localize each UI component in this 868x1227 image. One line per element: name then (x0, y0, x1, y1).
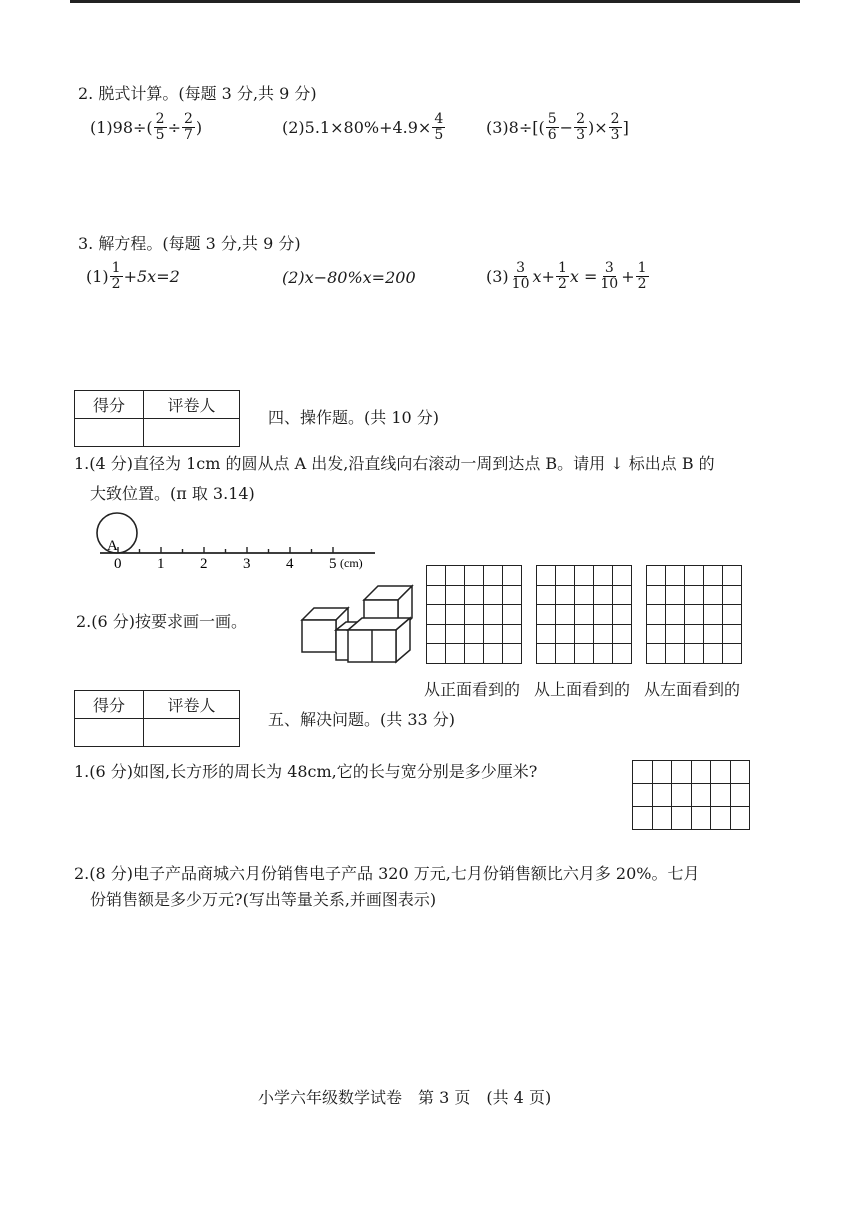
fraction: $\frac{5}{6}$ (547, 111, 557, 143)
top-view-grid[interactable] (536, 565, 632, 664)
expr-text: + (621, 267, 635, 286)
section4-q1-line2: 大致位置。(π 取 3.14) (90, 484, 255, 503)
score-box-section5 (74, 690, 240, 747)
operator: − (559, 118, 574, 137)
expr-text: ] (622, 118, 629, 137)
expr-text: )× (587, 118, 608, 137)
front-view-label: 从正面看到的 (424, 680, 521, 699)
equation-1 (86, 261, 180, 292)
expr-text: (2)5.1×80%+4.9× (282, 118, 432, 137)
fraction: $\frac{2}{3}$ (610, 111, 620, 143)
section4-q1-line1: 1.(4 分)直径为 1cm 的圆从点 A 出发,沿直线向右滚动一周到达点 B。请用 ↓ 标出点 B 的 (74, 454, 715, 473)
section5-q1: 1.(6 分)如图,长方形的周长为 48cm,它的长与宽分别是多少厘米? (74, 762, 538, 781)
expr-text: x = (569, 267, 598, 286)
expr-text: (3) (486, 267, 509, 286)
rectangle-grid-figure (632, 760, 750, 830)
operator: ÷ (167, 118, 181, 137)
score-cell[interactable] (75, 719, 144, 747)
fraction: $\frac{2}{3}$ (576, 111, 585, 143)
expr-text: x+ (532, 267, 555, 286)
expr-text: ) (195, 118, 203, 137)
cube-face (302, 620, 336, 652)
fraction: $\frac{1}{2}$ (557, 260, 567, 292)
section5-title: 五、解决问题。(共 33 分) (268, 710, 456, 729)
ruler-unit: (cm) (340, 556, 363, 570)
fraction: $\frac{1}{2}$ (111, 260, 121, 292)
ruler-tick-label: 2 (200, 556, 208, 572)
ruler-tick-label: 3 (243, 556, 251, 572)
expr-text: +5x=2 (123, 267, 180, 286)
grader-label: 评卷人 (144, 391, 240, 419)
ruler-ticks (114, 547, 337, 572)
left-view-grid[interactable] (646, 565, 742, 664)
fraction: $\frac{3}{10}$ (511, 260, 530, 292)
calc-problem-3 (486, 112, 629, 143)
fraction: $\frac{2}{5}$ (155, 111, 165, 143)
top-border-rule (70, 0, 800, 3)
section4-q2: 2.(6 分)按要求画一画。 (76, 612, 248, 631)
ruler-tick-label: 4 (286, 556, 294, 572)
expr-text: (1)98÷( (90, 118, 153, 137)
section5-q2-line1: 2.(8 分)电子产品商城六月份销售电子产品 320 万元,七月份销售额比六月多 20%。七月 (74, 864, 700, 883)
point-a-label: A (107, 538, 118, 554)
expr-text: (2)x−80%x=200 (282, 268, 416, 287)
grader-label: 评卷人 (144, 691, 240, 719)
section3-heading: 3. 解方程。(每题 3 分,共 9 分) (78, 234, 301, 253)
front-view-grid[interactable] (426, 565, 522, 664)
left-view-label: 从左面看到的 (644, 680, 741, 699)
score-cell[interactable] (75, 419, 144, 447)
score-label: 得分 (75, 691, 144, 719)
cube-stack-figure (300, 578, 418, 664)
ruler-tick-label: 1 (157, 556, 165, 572)
equation-3 (486, 261, 650, 292)
ruler-tick-label: 0 (114, 556, 122, 572)
fraction: $\frac{4}{5}$ (434, 111, 444, 143)
fraction: $\frac{2}{7}$ (184, 111, 193, 143)
section4-title: 四、操作题。(共 10 分) (268, 408, 440, 427)
section2-heading: 2. 脱式计算。(每题 3 分,共 9 分) (78, 84, 317, 103)
expr-text: (1) (86, 267, 109, 286)
fraction: $\frac{1}{2}$ (637, 260, 647, 292)
calc-problem-2 (282, 112, 446, 143)
grader-cell[interactable] (144, 719, 240, 747)
ruler-tick-label: 5 (329, 556, 337, 572)
number-line-figure (90, 508, 390, 572)
page-footer: 小学六年级数学试卷 第 3 页 (共 4 页) (258, 1088, 552, 1107)
equation-2 (282, 268, 416, 287)
section5-q2-line2: 份销售额是多少万元?(写出等量关系,并画图表示) (90, 890, 437, 909)
top-view-label: 从上面看到的 (534, 680, 631, 699)
grader-cell[interactable] (144, 419, 240, 447)
calc-problem-1 (90, 112, 202, 143)
score-label: 得分 (75, 391, 144, 419)
expr-text: (3)8÷[( (486, 118, 545, 137)
score-box-section4 (74, 390, 240, 447)
fraction: $\frac{3}{10}$ (600, 260, 619, 292)
